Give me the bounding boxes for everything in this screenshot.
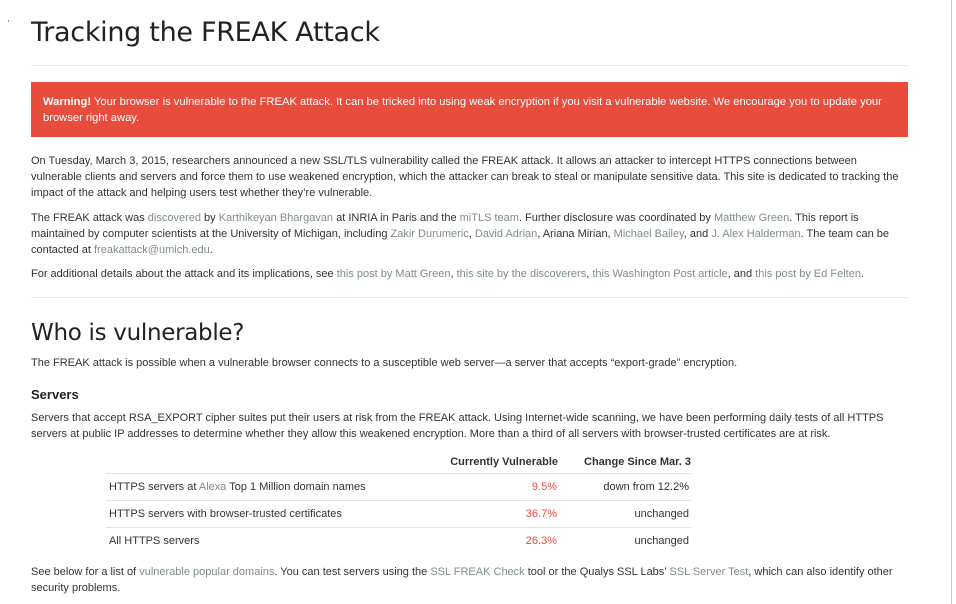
text: , [468, 228, 475, 240]
ssl-freak-check-link[interactable]: SSL FREAK Check [430, 566, 525, 578]
alexa-link[interactable]: Alexa [198, 481, 227, 493]
text: See below for a list of [31, 566, 140, 578]
table-row [106, 528, 691, 555]
ed-felten-post-link[interactable]: this post by Ed Felten [755, 268, 861, 280]
text: For additional details about the attack and its implications, see [31, 268, 337, 280]
discovered-link[interactable]: discovered [147, 212, 201, 224]
mitls-link[interactable]: miTLS team [459, 212, 519, 224]
email-link[interactable]: freakattack@umich.edu [94, 244, 210, 256]
text: . [209, 244, 213, 256]
table-cell: unchanged [558, 501, 691, 528]
section-heading-vulnerable: Who is vulnerable? [31, 320, 245, 346]
table-header-row [106, 451, 691, 474]
david-adrian-link[interactable]: David Adrian [474, 228, 538, 240]
text: . You can test servers using the [274, 566, 431, 578]
table-cell: HTTPS servers with browser-trusted certificates [106, 501, 444, 528]
table-cell: unchanged [558, 528, 691, 555]
text: , [586, 268, 593, 280]
text: , and [683, 228, 712, 240]
frame-mark [8, 20, 9, 22]
washington-post-link[interactable]: this Washington Post article [592, 268, 728, 280]
divider [31, 297, 908, 298]
table-cell: down from 12.2% [558, 474, 691, 501]
text: . Further disclosure was coordinated by [518, 212, 714, 224]
table-row [106, 501, 691, 528]
zakir-link[interactable]: Zakir Durumeric [390, 228, 469, 240]
table-cell: 26.3% [444, 528, 558, 555]
matthew-green-link[interactable]: Matthew Green [713, 212, 790, 224]
ssl-server-test-link[interactable]: SSL Server Test [669, 566, 749, 578]
servers-paragraph: Servers that accept RSA_EXPORT cipher suites put their users at risk from the FREAK attack. Using Internet-wide scanning, we have been performing daily tests of all HTTPS servers at public IP addresses to determine whether they allow this weakened encryption. More than a third of all servers with browser-trusted certificates are at risk. [31, 412, 884, 440]
window-border [951, 0, 952, 604]
intro-paragraph: On Tuesday, March 3, 2015, researchers announced a new SSL/TLS vulnerability called the FREAK attack. It allows an attacker to intercept HTTPS connections between vulnerable clients and servers and force them to use weakened encryption, which the attacker can break to steal or manipulate sensitive data. This site is dedicated to tracking the impact of the attack and helping users test whether they’re vulnerable. [31, 155, 899, 199]
text: at INRIA in Paris and the [333, 212, 460, 224]
vulnerable-paragraph: The FREAK attack is possible when a vulnerable browser connects to a susceptible web server—a server that accepts “export-grade” encryption. [31, 357, 738, 369]
text: , [450, 268, 457, 280]
text: The FREAK attack was [31, 212, 148, 224]
karthikeyan-link[interactable]: Karthikeyan Bhargavan [218, 212, 334, 224]
halderman-link[interactable]: J. Alex Halderman [711, 228, 801, 240]
alert-label: Warning! [43, 96, 92, 108]
table-header [106, 451, 444, 474]
subsection-heading-servers: Servers [31, 387, 79, 402]
details-paragraph [31, 266, 908, 282]
text: , Ariana Mirian, [537, 228, 614, 240]
divider [31, 65, 908, 66]
table-row [106, 474, 691, 501]
text: . This report is maintained by computer scientists at the University of Michigan, including [31, 212, 859, 240]
text: . The team can be contacted at [31, 228, 890, 256]
text: HTTPS servers at [109, 481, 199, 493]
discoverers-site-link[interactable]: this site by the discoverers [456, 268, 587, 280]
table-cell [106, 474, 444, 501]
test-servers-paragraph [31, 564, 908, 596]
page-title: Tracking the FREAK Attack [31, 17, 380, 48]
table-cell: All HTTPS servers [106, 528, 444, 555]
alert-text: Your browser is vulnerable to the FREAK attack. It can be tricked into using weak encryption if you visit a vulnerable website. We encourage you to update your browser right away. [43, 96, 882, 124]
text: , which can also identify other security problems. [31, 566, 893, 594]
table-header: Change Since Mar. 3 [584, 456, 691, 468]
text: , and [727, 268, 756, 280]
table-header: Currently Vulnerable [450, 456, 558, 468]
credits-paragraph [31, 210, 908, 258]
table-cell: 36.7% [444, 501, 558, 528]
text: . [860, 268, 865, 280]
table-cell: 9.5% [444, 474, 558, 501]
vulnerable-domains-link[interactable]: vulnerable popular domains [139, 566, 275, 578]
michael-bailey-link[interactable]: Michael Bailey [613, 228, 684, 240]
text: by [200, 212, 219, 224]
warning-alert [31, 82, 908, 137]
matt-green-post-link[interactable]: this post by Matt Green [336, 268, 451, 280]
text: tool or the Qualys SSL Labs’ [524, 566, 670, 578]
server-stats-table [106, 451, 691, 554]
text: Top 1 Million domain names [226, 481, 366, 493]
